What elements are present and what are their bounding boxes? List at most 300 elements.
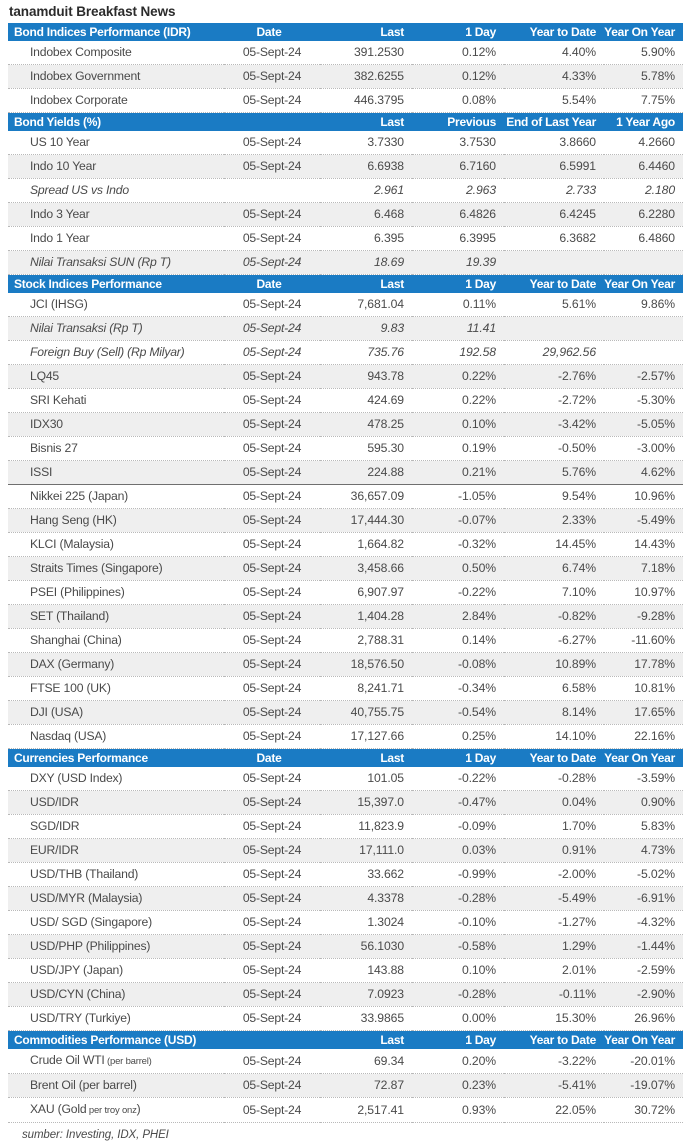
cell-last: 33.9865 [320,1007,412,1031]
cell-day: -0.58% [412,935,504,959]
cell-last: 2.961 [320,179,412,203]
cell-day: 0.22% [412,365,504,389]
cell-date: 05-Sept-24 [224,557,320,581]
cell-day: 6.7160 [412,155,504,179]
cell-yoy: 6.2280 [604,203,683,227]
table-row [8,1074,683,1098]
table-row [8,767,683,791]
row-label: USD/JPY (Japan) [8,959,224,983]
cell-last: 224.88 [320,461,412,485]
cell-date: 05-Sept-24 [224,767,320,791]
table-row [8,1049,683,1074]
cell-yoy: 5.78% [604,65,683,89]
cell-date: 05-Sept-24 [224,815,320,839]
section-title: Bond Yields (%) [8,113,224,131]
column-header-yoy: Year On Year [604,1031,683,1049]
row-label: Indo 3 Year [8,203,224,227]
table-row [8,959,683,983]
table-row [8,485,683,509]
table-row [8,317,683,341]
row-label: Foreign Buy (Sell) (Rp Milyar) [8,341,224,365]
cell-date: 05-Sept-24 [224,1098,320,1123]
cell-last: 1.3024 [320,911,412,935]
row-label-note: per troy onz [86,1105,137,1116]
cell-yoy: 10.96% [604,485,683,509]
section-table-bond-indices [8,23,683,113]
table-row [8,413,683,437]
cell-yoy: -9.28% [604,605,683,629]
section-title: Bond Indices Performance (IDR) [8,23,224,41]
cell-last: 7,681.04 [320,293,412,317]
cell-last: 478.25 [320,413,412,437]
table-row [8,935,683,959]
cell-date: 05-Sept-24 [224,863,320,887]
cell-yoy: 26.96% [604,1007,683,1031]
cell-yoy [604,251,683,275]
row-label: USD/THB (Thailand) [8,863,224,887]
section-header-bond-yields [8,113,683,131]
cell-date: 05-Sept-24 [224,485,320,509]
column-header-day: 1 Day [412,275,504,293]
cell-last: 18.69 [320,251,412,275]
cell-date: 05-Sept-24 [224,1074,320,1098]
cell-day: 0.93% [412,1098,504,1123]
cell-ytd: -1.27% [504,911,604,935]
table-row [8,155,683,179]
cell-last: 595.30 [320,437,412,461]
cell-yoy: 9.86% [604,293,683,317]
cell-date: 05-Sept-24 [224,935,320,959]
cell-yoy: -20.01% [604,1049,683,1074]
row-label: JCI (IHSG) [8,293,224,317]
cell-ytd: 6.5991 [504,155,604,179]
table-row [8,605,683,629]
cell-day: 6.3995 [412,227,504,251]
row-label: Nilai Transaksi (Rp T) [8,317,224,341]
cell-last: 11,823.9 [320,815,412,839]
cell-last: 36,657.09 [320,485,412,509]
row-label-note: (per barrel) [104,1056,152,1067]
cell-day: 0.10% [412,413,504,437]
row-label: Indo 1 Year [8,227,224,251]
cell-ytd [504,317,604,341]
cell-yoy: 14.43% [604,533,683,557]
table-row [8,653,683,677]
section-table-bond-yields [8,113,683,275]
table-row [8,203,683,227]
column-header-last: Last [320,113,412,131]
table-row [8,887,683,911]
column-header-day: 1 Day [412,23,504,41]
cell-ytd: 14.10% [504,725,604,749]
cell-last: 101.05 [320,767,412,791]
cell-day: 0.25% [412,725,504,749]
cell-yoy: -5.49% [604,509,683,533]
cell-day: -0.34% [412,677,504,701]
cell-last: 4.3378 [320,887,412,911]
cell-day: 19.39 [412,251,504,275]
cell-ytd: -2.72% [504,389,604,413]
cell-yoy: -4.32% [604,911,683,935]
cell-date: 05-Sept-24 [224,839,320,863]
cell-last: 8,241.71 [320,677,412,701]
cell-date: 05-Sept-24 [224,677,320,701]
cell-last: 2,517.41 [320,1098,412,1123]
column-header-ytd: Year to Date [504,749,604,767]
row-label: EUR/IDR [8,839,224,863]
cell-date: 05-Sept-24 [224,605,320,629]
cell-yoy: -5.05% [604,413,683,437]
cell-yoy: -3.00% [604,437,683,461]
table-row [8,1098,683,1123]
cell-ytd: 6.3682 [504,227,604,251]
cell-yoy: 7.75% [604,89,683,113]
table-row [8,89,683,113]
cell-ytd: 10.89% [504,653,604,677]
cell-date: 05-Sept-24 [224,581,320,605]
cell-last: 17,444.30 [320,509,412,533]
cell-last: 391.2530 [320,41,412,65]
cell-yoy: 5.83% [604,815,683,839]
table-row [8,251,683,275]
cell-day: 0.21% [412,461,504,485]
table-row [8,65,683,89]
cell-ytd: -0.11% [504,983,604,1007]
cell-ytd: 3.8660 [504,131,604,155]
table-row [8,557,683,581]
cell-yoy: 2.180 [604,179,683,203]
cell-ytd: 2.33% [504,509,604,533]
cell-date: 05-Sept-24 [224,155,320,179]
cell-ytd: 1.70% [504,815,604,839]
cell-last: 56.1030 [320,935,412,959]
cell-ytd: -2.00% [504,863,604,887]
cell-yoy: -5.30% [604,389,683,413]
cell-day: -0.32% [412,533,504,557]
row-label: Indobex Composite [8,41,224,65]
row-label-tail: ) [136,1102,141,1116]
cell-date [224,179,320,203]
column-header-date [224,1031,320,1049]
cell-day: 0.22% [412,389,504,413]
column-header-date: Date [224,275,320,293]
cell-day: 11.41 [412,317,504,341]
cell-day: 192.58 [412,341,504,365]
cell-yoy: -5.02% [604,863,683,887]
row-label: Nilai Transaksi SUN (Rp T) [8,251,224,275]
cell-ytd [504,251,604,275]
cell-day: 0.11% [412,293,504,317]
row-label-main: Crude Oil WTI [30,1053,105,1067]
cell-ytd: 15.30% [504,1007,604,1031]
table-row [8,581,683,605]
row-label: Indobex Government [8,65,224,89]
section-table-stock-indices [8,275,683,749]
cell-day: 2.84% [412,605,504,629]
cell-ytd: 9.54% [504,485,604,509]
row-label: DAX (Germany) [8,653,224,677]
column-header-yoy: 1 Year Ago [604,113,683,131]
cell-day: -0.54% [412,701,504,725]
cell-date: 05-Sept-24 [224,227,320,251]
cell-ytd: 8.14% [504,701,604,725]
cell-yoy: -2.57% [604,365,683,389]
cell-day: -0.99% [412,863,504,887]
table-row [8,815,683,839]
cell-day: 0.03% [412,839,504,863]
row-label: Nasdaq (USA) [8,725,224,749]
column-header-day: 1 Day [412,749,504,767]
row-label: USD/MYR (Malaysia) [8,887,224,911]
table-row [8,629,683,653]
table-row [8,389,683,413]
row-label: PSEI (Philippines) [8,581,224,605]
cell-ytd: 0.04% [504,791,604,815]
cell-ytd: 2.01% [504,959,604,983]
cell-day: 0.12% [412,65,504,89]
cell-ytd: 6.58% [504,677,604,701]
column-header-ytd: Year to Date [504,23,604,41]
cell-last: 17,127.66 [320,725,412,749]
section-table-commodities [8,1031,683,1123]
table-row [8,791,683,815]
cell-last: 1,404.28 [320,605,412,629]
cell-day: -0.47% [412,791,504,815]
cell-day: 0.10% [412,959,504,983]
table-row [8,701,683,725]
cell-date: 05-Sept-24 [224,413,320,437]
cell-ytd: 1.29% [504,935,604,959]
cell-date: 05-Sept-24 [224,461,320,485]
cell-yoy: -2.90% [604,983,683,1007]
cell-yoy: 6.4460 [604,155,683,179]
cell-day: 0.14% [412,629,504,653]
cell-date: 05-Sept-24 [224,983,320,1007]
row-label [8,1098,224,1123]
cell-last: 735.76 [320,341,412,365]
row-label: DXY (USD Index) [8,767,224,791]
section-header-bond-indices [8,23,683,41]
column-header-last: Last [320,275,412,293]
cell-ytd: 5.76% [504,461,604,485]
cell-last: 6.468 [320,203,412,227]
cell-yoy: -3.59% [604,767,683,791]
section-title: Stock Indices Performance [8,275,224,293]
cell-date: 05-Sept-24 [224,317,320,341]
cell-last: 6.6938 [320,155,412,179]
cell-ytd: -3.22% [504,1049,604,1074]
row-label: DJI (USA) [8,701,224,725]
cell-ytd: -0.82% [504,605,604,629]
cell-last: 40,755.75 [320,701,412,725]
cell-yoy: 5.90% [604,41,683,65]
cell-ytd: -0.50% [504,437,604,461]
section-header-stock-indices [8,275,683,293]
cell-date: 05-Sept-24 [224,65,320,89]
cell-day: 0.23% [412,1074,504,1098]
cell-last: 33.662 [320,863,412,887]
cell-date: 05-Sept-24 [224,203,320,227]
cell-last: 3.7330 [320,131,412,155]
cell-day: -0.22% [412,581,504,605]
cell-date: 05-Sept-24 [224,1007,320,1031]
cell-last: 2,788.31 [320,629,412,653]
cell-day: 3.7530 [412,131,504,155]
table-row [8,227,683,251]
row-label: Shanghai (China) [8,629,224,653]
row-label: ISSI [8,461,224,485]
row-label: US 10 Year [8,131,224,155]
cell-day: 6.4826 [412,203,504,227]
cell-date: 05-Sept-24 [224,887,320,911]
cell-date: 05-Sept-24 [224,1049,320,1074]
table-row [8,131,683,155]
cell-last: 1,664.82 [320,533,412,557]
cell-date: 05-Sept-24 [224,293,320,317]
table-row [8,437,683,461]
cell-ytd: -2.76% [504,365,604,389]
column-header-date: Date [224,23,320,41]
column-header-day: Previous [412,113,504,131]
section-table-currencies [8,749,683,1031]
cell-ytd: 5.54% [504,89,604,113]
cell-date: 05-Sept-24 [224,629,320,653]
table-row [8,461,683,485]
cell-day: -0.22% [412,767,504,791]
table-row [8,293,683,317]
cell-yoy: 10.97% [604,581,683,605]
row-label-main: XAU (Gold [30,1102,87,1116]
section-title: Currencies Performance [8,749,224,767]
cell-yoy [604,317,683,341]
cell-day: -1.05% [412,485,504,509]
cell-yoy: 10.81% [604,677,683,701]
section-title: Commodities Performance (USD) [8,1031,224,1049]
cell-yoy [604,341,683,365]
row-label: Indo 10 Year [8,155,224,179]
cell-date: 05-Sept-24 [224,653,320,677]
column-header-last: Last [320,23,412,41]
cell-ytd: 7.10% [504,581,604,605]
cell-ytd: -6.27% [504,629,604,653]
cell-last: 424.69 [320,389,412,413]
cell-last: 143.88 [320,959,412,983]
table-row [8,533,683,557]
row-label: IDX30 [8,413,224,437]
cell-date: 05-Sept-24 [224,41,320,65]
cell-date: 05-Sept-24 [224,959,320,983]
page-title: tanamduit Breakfast News [9,4,176,19]
cell-last: 17,111.0 [320,839,412,863]
row-label: Bisnis 27 [8,437,224,461]
row-label: USD/CYN (China) [8,983,224,1007]
row-label: Nikkei 225 (Japan) [8,485,224,509]
cell-day: 0.00% [412,1007,504,1031]
table-row [8,911,683,935]
cell-last: 7.0923 [320,983,412,1007]
cell-yoy: 4.2660 [604,131,683,155]
column-header-yoy: Year On Year [604,275,683,293]
column-header-last: Last [320,1031,412,1049]
cell-date: 05-Sept-24 [224,725,320,749]
cell-yoy: -11.60% [604,629,683,653]
cell-ytd: 6.74% [504,557,604,581]
cell-ytd: -5.41% [504,1074,604,1098]
cell-yoy: 17.78% [604,653,683,677]
cell-date: 05-Sept-24 [224,251,320,275]
row-label: Indobex Corporate [8,89,224,113]
column-header-day: 1 Day [412,1031,504,1049]
row-label: SGD/IDR [8,815,224,839]
cell-date: 05-Sept-24 [224,911,320,935]
cell-yoy: 22.16% [604,725,683,749]
cell-ytd: 14.45% [504,533,604,557]
section-header-currencies [8,749,683,767]
cell-date: 05-Sept-24 [224,437,320,461]
row-label: FTSE 100 (UK) [8,677,224,701]
table-row [8,1007,683,1031]
column-header-ytd: Year to Date [504,275,604,293]
cell-yoy: -6.91% [604,887,683,911]
table-row [8,341,683,365]
cell-date: 05-Sept-24 [224,509,320,533]
cell-day: -0.28% [412,887,504,911]
row-label: Spread US vs Indo [8,179,224,203]
cell-day: -0.28% [412,983,504,1007]
cell-ytd: -3.42% [504,413,604,437]
table-row [8,365,683,389]
cell-ytd: -5.49% [504,887,604,911]
column-header-ytd: End of Last Year [504,113,604,131]
cell-ytd: 4.40% [504,41,604,65]
cell-day: 2.963 [412,179,504,203]
column-header-yoy: Year On Year [604,23,683,41]
source-note: sumber: Investing, IDX, PHEI [22,1129,169,1141]
market-tables-container [0,23,692,1123]
cell-ytd: 6.4245 [504,203,604,227]
row-label: Brent Oil (per barrel) [8,1074,224,1098]
cell-date: 05-Sept-24 [224,389,320,413]
row-label: SRI Kehati [8,389,224,413]
row-label: USD/IDR [8,791,224,815]
column-header-date [224,113,320,131]
cell-day: -0.09% [412,815,504,839]
cell-last: 18,576.50 [320,653,412,677]
cell-ytd: 29,962.56 [504,341,604,365]
cell-date: 05-Sept-24 [224,533,320,557]
cell-day: -0.08% [412,653,504,677]
cell-day: 0.50% [412,557,504,581]
cell-day: -0.10% [412,911,504,935]
cell-last: 15,397.0 [320,791,412,815]
table-row [8,839,683,863]
row-label: LQ45 [8,365,224,389]
row-label: Hang Seng (HK) [8,509,224,533]
cell-ytd: 22.05% [504,1098,604,1123]
cell-ytd: -0.28% [504,767,604,791]
cell-last: 382.6255 [320,65,412,89]
row-label: USD/TRY (Turkiye) [8,1007,224,1031]
cell-yoy: 30.72% [604,1098,683,1123]
cell-yoy: -1.44% [604,935,683,959]
table-row [8,863,683,887]
column-header-date: Date [224,749,320,767]
cell-last: 446.3795 [320,89,412,113]
cell-ytd: 2.733 [504,179,604,203]
cell-day: 0.08% [412,89,504,113]
cell-yoy: -2.59% [604,959,683,983]
cell-yoy: -19.07% [604,1074,683,1098]
